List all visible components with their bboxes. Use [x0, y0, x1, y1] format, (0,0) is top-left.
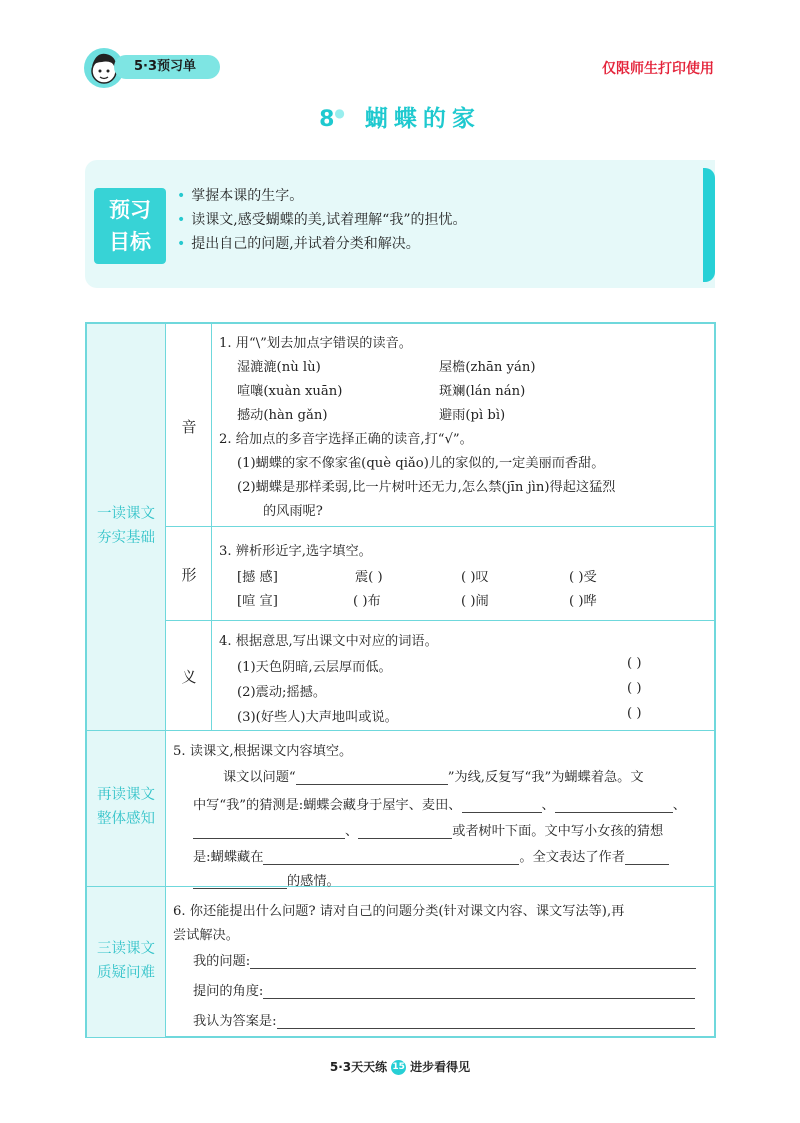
q5-text: 、 [672, 798, 686, 813]
q1-item: 撼动(hàn gǎn) [237, 408, 328, 423]
q4-item: (3)(好些人)大声地叫或说。 [237, 710, 398, 725]
page-footer [0, 1058, 800, 1075]
goal-item: • 读课文,感受蝴蝶的美,试着理解“我”的担忧。 [177, 208, 466, 232]
q6-my-question-input[interactable] [250, 954, 696, 969]
q6-answer-label: 我认为答案是: [193, 1014, 277, 1029]
q5-blank[interactable] [193, 824, 345, 839]
q4-item: (1)天色阴暗,云层厚而低。 [237, 660, 392, 675]
q6-stem-cont: 尝试解决。 [173, 928, 239, 943]
q5-line [223, 766, 644, 785]
goal-item: • 掌握本课的生字。 [177, 184, 466, 208]
goal-label-line2: 目标 [109, 230, 151, 254]
goal-label [94, 188, 166, 264]
sub-label-sound: 音 [181, 418, 197, 436]
q1-stem: 1. 用“\”划去加点字错误的读音。 [219, 336, 412, 351]
section-read1-line1: 一读课文 [97, 506, 155, 522]
q5-blank[interactable] [555, 798, 673, 813]
section-label-read1 [87, 324, 165, 730]
q2-sentence: (1)蝴蝶的家不像家雀(què qiǎo)儿的家似的,一定美丽而香甜。 [237, 456, 605, 471]
q4-answer-blank[interactable]: ( ) [627, 656, 642, 671]
q1-item: 喧嚷(xuàn xuān) [237, 384, 343, 399]
q6-angle-input[interactable] [263, 984, 695, 999]
q4-answer-blank[interactable]: ( ) [627, 706, 642, 721]
q5-blank[interactable] [263, 850, 519, 865]
goal-box-stripe [703, 168, 715, 282]
q3-group: [喧 宣] [237, 594, 278, 609]
q6-angle-label: 提问的角度: [193, 984, 264, 999]
section-read2-line2: 整体感知 [97, 811, 155, 827]
q4-stem: 4. 根据意思,写出课文中对应的词语。 [219, 634, 438, 649]
sub-label-meaning: 义 [181, 668, 197, 686]
title-dot-icon: ● [334, 106, 351, 121]
section-label-read2 [87, 731, 165, 886]
divider [165, 620, 716, 621]
q5-line [193, 870, 340, 889]
q5-blank[interactable] [193, 874, 287, 889]
q5-text: 中写“我”的猜测是:蝴蝶会藏身于屋宇、麦田、 [193, 798, 462, 813]
q5-blank[interactable] [358, 824, 452, 839]
q5-blank[interactable] [296, 770, 448, 785]
q1-item: 斑斓(lán nán) [439, 384, 526, 399]
q1-item: 湿漉漉(nù lù) [237, 360, 321, 375]
q3-blank[interactable]: 震( ) [355, 570, 383, 585]
q6-answer-input[interactable] [277, 1014, 695, 1029]
q5-line [193, 820, 663, 839]
q4-item: (2)震动;摇撼。 [237, 685, 327, 700]
q5-text: ”为线,反复写“我”为蝴蝶着急。文 [447, 770, 644, 785]
q6-my-question-label: 我的问题: [193, 954, 251, 969]
divider [211, 324, 212, 730]
q2-sentence-cont: 的风雨呢? [263, 504, 323, 519]
divider [87, 886, 716, 887]
lesson-name: 蝴蝶的家 [364, 106, 481, 132]
section-read2-line1: 再读课文 [97, 787, 155, 803]
q6-line [193, 950, 696, 969]
divider [165, 324, 166, 1037]
divider [87, 730, 716, 731]
print-notice: 仅限师生打印使用 [602, 61, 714, 77]
q6-line [193, 1010, 695, 1029]
q5-text: 是:蝴蝶藏在 [193, 850, 264, 865]
section-read3-line1: 三读课文 [97, 941, 155, 957]
q5-text: 或者树叶下面。文中写小女孩的猜想 [452, 824, 664, 839]
footer-slogan: 进步看得见 [410, 1060, 471, 1074]
goal-list [177, 184, 466, 256]
q5-text: 。全文表达了作者 [519, 850, 625, 865]
q3-blank[interactable]: ( )闹 [461, 594, 489, 609]
page-number: 15 [391, 1060, 406, 1075]
q5-line [193, 794, 686, 813]
q5-text: 、 [541, 798, 555, 813]
q2-stem: 2. 给加点的多音字选择正确的读音,打“√”。 [219, 432, 473, 447]
q5-blank[interactable] [625, 850, 669, 865]
q3-stem: 3. 辨析形近字,选字填空。 [219, 544, 372, 559]
q5-line [193, 846, 669, 865]
exercise-table [85, 322, 716, 1038]
q3-group: [撼 感] [237, 570, 278, 585]
q3-blank[interactable]: ( )布 [353, 594, 381, 609]
q3-blank[interactable]: ( )哗 [569, 594, 597, 609]
q5-text: 课文以问题“ [223, 770, 296, 785]
series-badge: 5·3预习单 [114, 55, 220, 79]
goal-item: • 提出自己的问题,并试着分类和解决。 [177, 232, 466, 256]
q1-item: 避雨(pì bì) [439, 408, 506, 423]
goal-label-line1: 预习 [109, 198, 151, 222]
lesson-number: 8 [319, 107, 335, 132]
q2-sentence: (2)蝴蝶是那样柔弱,比一片树叶还无力,怎么禁(jīn jìn)得起这猛烈 [237, 480, 616, 495]
q5-text: 、 [345, 824, 359, 839]
lesson-title [0, 100, 800, 133]
section-label-read3 [87, 887, 165, 1037]
divider [165, 526, 716, 527]
q6-line [193, 980, 695, 999]
q6-stem: 6. 你还能提出什么问题? 请对自己的问题分类(针对课文内容、课文写法等),再 [173, 904, 625, 919]
q5-blank[interactable] [462, 798, 542, 813]
sub-label-shape: 形 [181, 566, 197, 584]
footer-series: 5·3天天练 [329, 1060, 388, 1074]
q4-answer-blank[interactable]: ( ) [627, 681, 642, 696]
q5-text: 的感情。 [287, 874, 340, 889]
section-read3-line2: 质疑问难 [97, 965, 155, 981]
q1-item: 屋檐(zhān yán) [439, 360, 536, 375]
q3-blank[interactable]: ( )叹 [461, 570, 489, 585]
section-read1-line2: 夯实基础 [97, 530, 155, 546]
q3-blank[interactable]: ( )受 [569, 570, 597, 585]
q5-stem: 5. 读课文,根据课文内容填空。 [173, 744, 353, 759]
